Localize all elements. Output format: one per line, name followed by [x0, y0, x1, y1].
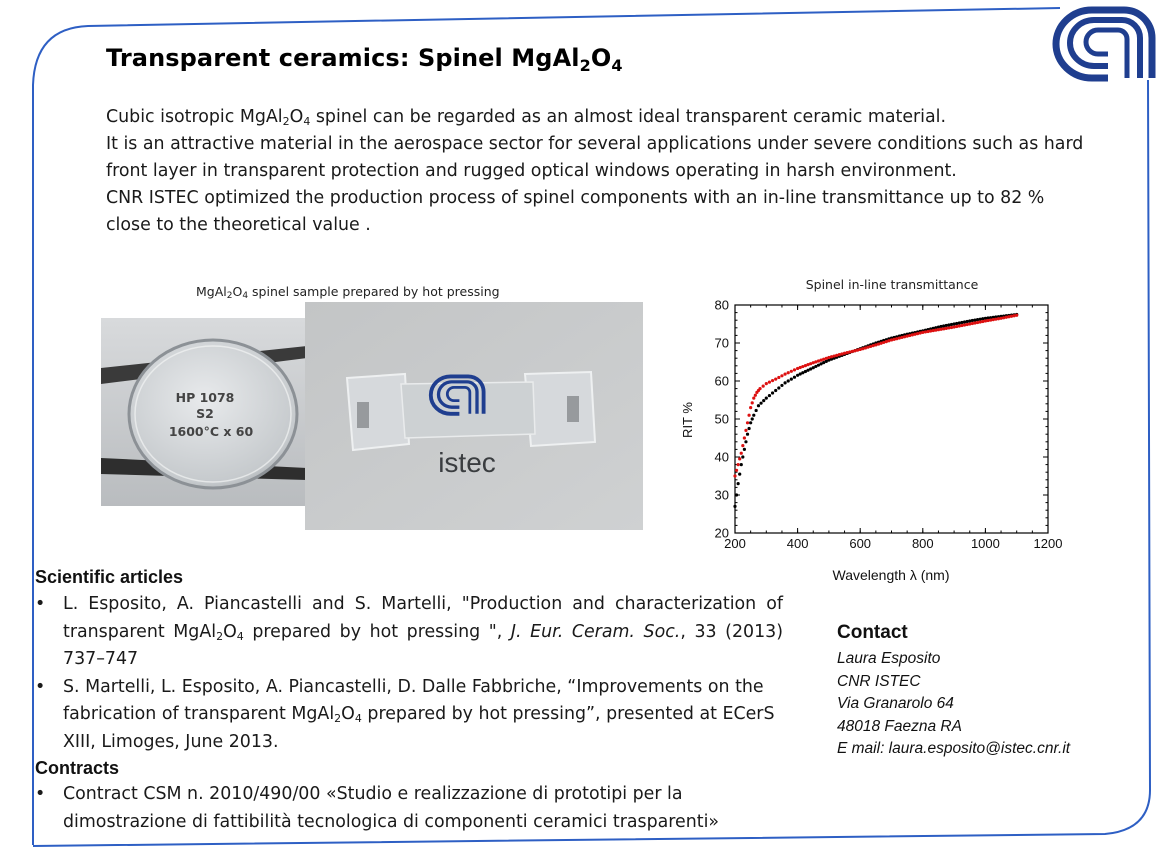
series-1-point: [759, 402, 762, 405]
cnr-logo: [1060, 2, 1156, 84]
articles-list: [35, 591, 783, 756]
series-1-point: [749, 421, 752, 424]
series-2-point: [774, 378, 777, 381]
y-tick-label: 50: [714, 411, 729, 427]
series-2-point: [771, 379, 774, 382]
series-2-point: [793, 368, 796, 371]
series-1-point: [780, 384, 783, 387]
series-1-point: [751, 417, 754, 420]
istec-label: istec: [438, 447, 496, 478]
y-tick-label: 30: [714, 487, 729, 503]
series-1-point: [741, 455, 744, 458]
disc-label-1: HP 1078: [175, 390, 235, 405]
contract-item-1: • Contract CSM n. 2010/490/00 «Studio e realizzazione di prototipi per la dimostrazione di fattibilità tecnologica di componenti ceramici trasparenti»: [35, 781, 775, 836]
y-tick-label: 20: [714, 525, 729, 541]
x-tick-label: 600: [849, 536, 872, 551]
y-tick-label: 40: [714, 449, 729, 465]
transmittance-chart: [670, 277, 1080, 590]
y-tick-label: 80: [714, 297, 729, 313]
contracts-list: [35, 781, 775, 836]
disc-label-3: 1600°C x 60: [168, 424, 254, 439]
series-1-point: [744, 440, 747, 443]
series-1-point: [740, 463, 743, 466]
series-1-point: [783, 381, 786, 384]
contact-street: Via Granarolo 64: [837, 695, 954, 712]
series-2-point: [1015, 314, 1018, 317]
series-2-point: [746, 421, 749, 424]
y-tick-label: 60: [714, 373, 729, 389]
series-2-point: [787, 371, 790, 374]
series-2-point: [751, 401, 754, 404]
series-2-point: [741, 444, 744, 447]
series-2-point: [765, 382, 768, 385]
series-2-point: [790, 370, 793, 373]
contracts-heading: Contracts: [35, 758, 120, 778]
x-tick-label: 200: [724, 536, 746, 551]
series-1-point: [793, 376, 796, 379]
series-1-point: [771, 391, 774, 394]
contact-name: Laura Esposito: [837, 650, 941, 667]
series-2-point: [762, 385, 765, 388]
series-1-point: [746, 433, 749, 436]
contact-org: CNR ISTEC: [837, 672, 921, 690]
series-2-point: [747, 414, 750, 417]
series-1-point: [787, 379, 790, 382]
article-item-1: • L. Esposito, A. Piancastelli and S. Martelli, "Production and characterization of transparent $MgAl_2O_4$ prepared by hot pressing ", J. Eur. Ceram. Soc., 33 (2013) 737–747: [35, 591, 783, 674]
series-1-point: [738, 473, 741, 476]
series-1-point: [733, 505, 736, 508]
series-2-point: [737, 463, 740, 466]
series-1-point: [735, 493, 738, 496]
intro-paragraph-3: CNR ISTEC optimized the production process of spinel components with an in-line transmittance up to 82 % close to the theoretical value .: [106, 188, 1045, 235]
series-2-point: [777, 376, 780, 379]
series-2-point: [740, 452, 743, 455]
x-tick-label: 1200: [1033, 536, 1063, 551]
slide-title: Transparent ceramics: Spinel $MgAl_2O_4$: [106, 44, 623, 75]
series-2-point: [758, 387, 761, 390]
series-2-point: [744, 429, 747, 432]
contact-email[interactable]: E mail: laura.esposito@istec.cnr.it: [837, 740, 1071, 757]
x-tick-label: 800: [911, 536, 934, 551]
photo-caption: $MgAl_2O_4$ spinel sample prepared by hot pressing: [196, 284, 500, 301]
chart-title: Spinel in-line transmittance: [805, 277, 979, 292]
contact-city: 48018 Faezna RA: [837, 717, 962, 735]
intro-paragraph-1: Cubic isotropic $MgAl_2O_4$ spinel can be regarded as an almost ideal transparent ceramic material.: [106, 107, 947, 128]
series-1-point: [743, 448, 746, 451]
series-1-point: [755, 409, 758, 412]
series-1-point: [774, 389, 777, 392]
disc-label-2: S2: [196, 406, 214, 421]
series-1-point: [768, 394, 771, 397]
series-2-point: [780, 374, 783, 377]
series-1-point: [737, 482, 740, 485]
series-2-point: [752, 397, 755, 400]
y-axis-label: RIT %: [680, 402, 695, 438]
series-2-point: [733, 474, 736, 477]
series-1-point: [765, 397, 768, 400]
series-2-point: [749, 406, 752, 409]
series-1-point: [762, 399, 765, 402]
x-tick-label: 400: [786, 536, 809, 551]
contact-heading: Contact: [837, 622, 908, 643]
series-1-point: [790, 378, 793, 381]
series-1-point: [757, 404, 760, 407]
x-axis-label: Wavelength λ (nm): [832, 567, 950, 583]
article-item-2: • S. Martelli, L. Esposito, A. Piancastelli, D. Dalle Fabbriche, “Improvements on the fabrication of transparent $MgAl_2O_4$ prepared by hot pressing”, presented at ECerS XIII, Limoges, June 2013.: [35, 674, 783, 757]
series-2-point: [738, 457, 741, 460]
series-2-point: [743, 436, 746, 439]
y-tick-label: 70: [714, 335, 729, 351]
articles-heading: Scientific articles: [35, 567, 184, 587]
series-1-point: [777, 386, 780, 389]
series-2-point: [783, 373, 786, 376]
series-2-point: [768, 381, 771, 384]
series-2-point: [735, 469, 738, 472]
spinel-bar-photo: [305, 302, 643, 530]
spinel-disc-photo: [101, 318, 307, 506]
series-1-point: [747, 427, 750, 430]
series-1-point: [752, 414, 755, 417]
intro-text: [106, 104, 1086, 239]
x-tick-label: 1000: [970, 536, 1000, 551]
series-2-point: [754, 394, 757, 397]
intro-paragraph-2: It is an attractive material in the aerospace sector for several applications under severe conditions such as hard front layer in transparent protection and rugged optical windows operating in harsh environment.: [106, 134, 1084, 181]
contact-block: [837, 622, 1070, 761]
